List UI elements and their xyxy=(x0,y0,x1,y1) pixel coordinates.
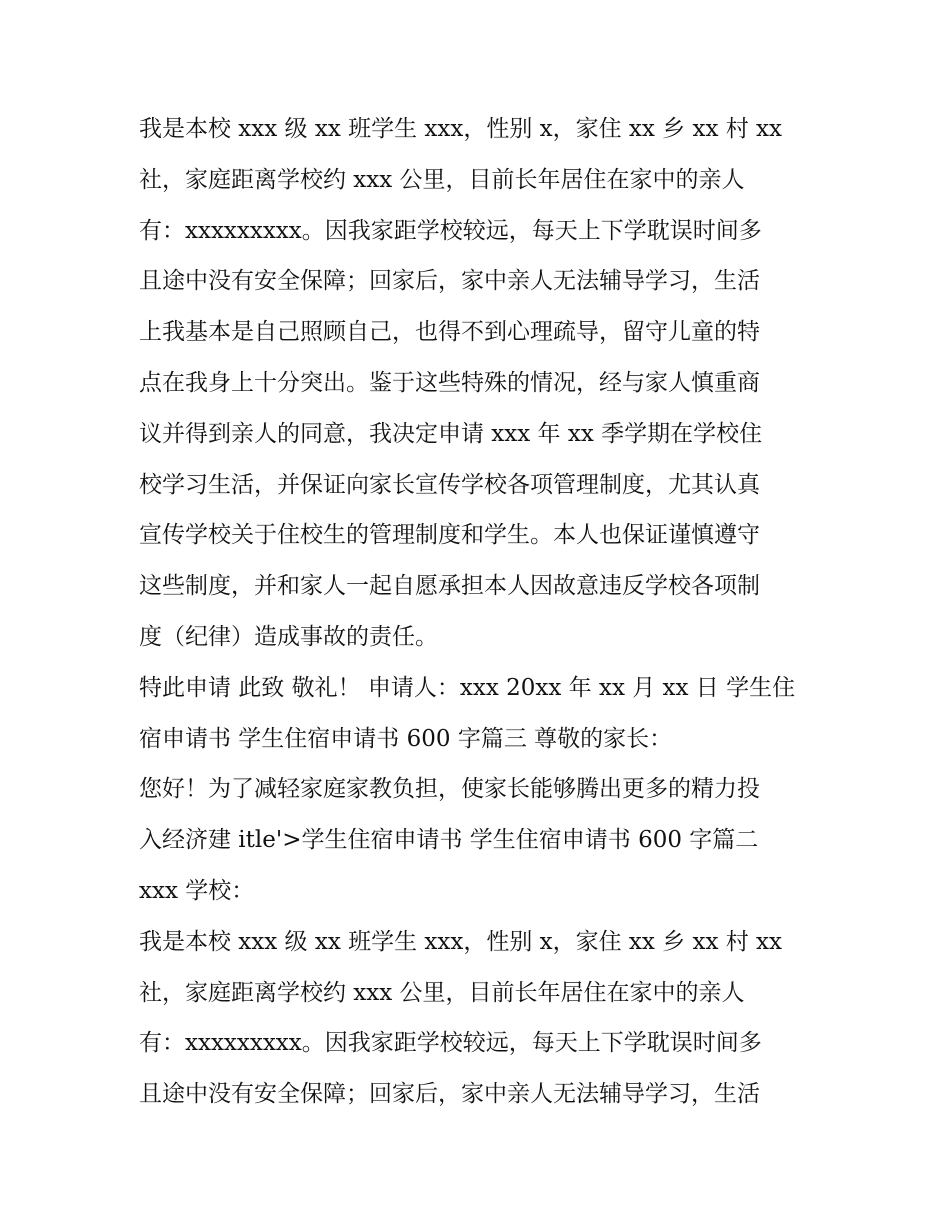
text-line: 上我基本是自己照顾自己，也得不到心理疏导，留守儿童的特 xyxy=(139,319,760,346)
text-line: 且途中没有安全保障；回家后，家中亲人无法辅导学习，生活 xyxy=(139,1081,760,1108)
text-line: 社，家庭距离学校约 xxx 公里，目前长年居住在家中的亲人 xyxy=(139,979,745,1006)
text-line: 宣传学校关于住校生的管理制度和学生。本人也保证谨慎遵守 xyxy=(139,522,760,549)
text-line: 点在我身上十分突出。鉴于这些特殊的情况，经与家人慎重商 xyxy=(139,369,760,396)
text-line: 度（纪律）造成事故的责任。 xyxy=(139,623,438,650)
text-line: 入经济建 itle'>学生住宿申请书 学生住宿申请书 600 字篇二 xyxy=(139,827,759,854)
text-line: 这些制度，并和家人一起自愿承担本人因故意违反学校各项制 xyxy=(139,573,760,600)
text-line: 有：xxxxxxxxx。因我家距学校较远，每天上下学耽误时间多 xyxy=(139,217,762,244)
text-line: 我是本校 xxx 级 xx 班学生 xxx，性别 x，家住 xx 乡 xx 村 xx xyxy=(139,928,782,955)
text-line: 宿申请书 学生住宿申请书 600 字篇三 尊敬的家长： xyxy=(139,725,673,752)
text-line: xxx 学校： xyxy=(139,877,255,904)
text-line: 且途中没有安全保障；回家后，家中亲人无法辅导学习，生活 xyxy=(139,268,760,295)
text-line: 议并得到亲人的同意，我决定申请 xxx 年 xx 季学期在学校住 xyxy=(139,420,763,447)
text-line: 有：xxxxxxxxx。因我家距学校较远，每天上下学耽误时间多 xyxy=(139,1030,762,1057)
text-line: 社，家庭距离学校约 xxx 公里，目前长年居住在家中的亲人 xyxy=(139,166,745,193)
text-line: 校学习生活，并保证向家长宣传学校各项管理制度，尤其认真 xyxy=(139,471,760,498)
text-line: 特此申请 此致 敬礼！ 申请人：xxx 20xx 年 xx 月 xx 日 学生住 xyxy=(139,674,796,701)
text-line: 您好！为了减轻家庭家教负担，使家长能够腾出更多的精力投 xyxy=(139,776,760,803)
text-line: 我是本校 xxx 级 xx 班学生 xxx，性别 x，家住 xx 乡 xx 村 xx xyxy=(139,116,782,142)
document-body xyxy=(139,104,819,1120)
